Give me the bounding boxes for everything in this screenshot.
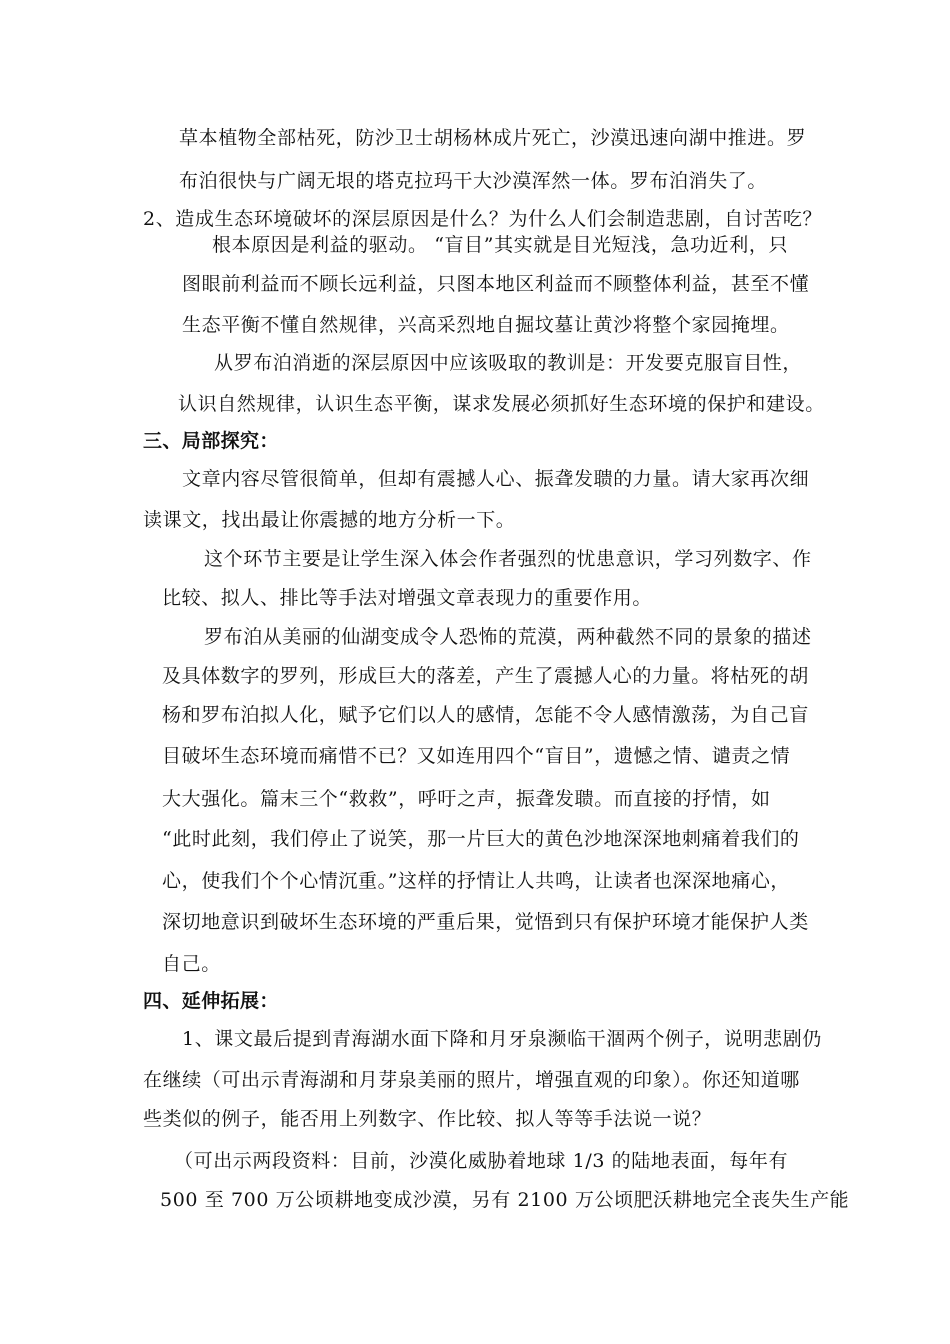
body-line: 文章内容尽管很简单，但却有震撼人心、振聋发聩的力量。请大家再次细 xyxy=(182,468,810,490)
answer-line: 生态平衡不懂自然规律，兴高采烈地自掘坟墓让黄沙将整个家园掩埋。 xyxy=(182,314,790,336)
body-line: “此时此刻，我们停止了说笑，那一片巨大的黄色沙地深深地刺痛着我们的 xyxy=(162,828,800,850)
body-line: 500 至 700 万公顷耕地变成沙漠，另有 2100 万公顷肥沃耕地完全丧失生产能 xyxy=(160,1189,850,1211)
body-line: 比较、拟人、排比等手法对增强文章表现力的重要作用。 xyxy=(162,587,653,609)
body-line: 布泊很快与广阔无垠的塔克拉玛干大沙漠浑然一体。罗布泊消失了。 xyxy=(179,170,768,192)
body-line: （可出示两段资料：目前，沙漠化威胁着地球 1/3 的陆地表面，每年有 xyxy=(174,1150,789,1172)
body-line: 目破坏生态环境而痛惜不已？又如连用四个“盲目”，遗憾之情、谴责之情 xyxy=(162,745,791,767)
body-line: 心，使我们个个心情沉重。”这样的抒情让人共鸣，让读者也深深地痛心， xyxy=(162,870,791,892)
section-heading: 四、延伸拓展： xyxy=(143,990,279,1012)
body-line: 读课文，找出最让你震撼的地方分析一下。 xyxy=(143,509,516,531)
body-line: 自己。 xyxy=(162,953,221,975)
question-title: 2、造成生态环境破坏的深层原因是什么？为什么人们会制造悲剧，自讨苦吃？ xyxy=(143,208,823,230)
body-line: 及具体数字的罗列，形成巨大的落差，产生了震撼人心的力量。将枯死的胡 xyxy=(162,665,809,687)
lesson-line: 认识自然规律，认识生态平衡，谋求发展必须抓好生态环境的保护和建设。 xyxy=(178,393,825,415)
body-line: 1、课文最后提到青海湖水面下降和月牙泉濒临干涸两个例子，说明悲剧仍 xyxy=(182,1028,822,1050)
lesson-line: 从罗布泊消逝的深层原因中应该吸取的教训是：开发要克服盲目性， xyxy=(214,352,803,374)
body-line: 大大强化。篇末三个“救救”，呼吁之声，振聋发聩。而直接的抒情，如 xyxy=(162,788,771,810)
body-line: 这个环节主要是让学生深入体会作者强烈的忧患意识，学习列数字、作 xyxy=(204,548,812,570)
section-heading: 三、局部探究： xyxy=(143,430,279,452)
body-line: 深切地意识到破坏生态环境的严重后果，觉悟到只有保护环境才能保护人类 xyxy=(162,911,809,933)
body-line: 在继续（可出示青海湖和月芽泉美丽的照片，增强直观的印象）。你还知道哪 xyxy=(143,1069,800,1091)
answer-line: 根本原因是利益的驱动。 “盲目”其实就是目光短浅，急功近利，只 xyxy=(212,234,789,256)
body-line: 些类似的例子，能否用上列数字、作比较、拟人等等手法说一说？ xyxy=(143,1108,712,1130)
body-line: 草本植物全部枯死，防沙卫士胡杨林成片死亡，沙漠迅速向湖中推进。罗 xyxy=(179,127,807,149)
body-line: 罗布泊从美丽的仙湖变成令人恐怖的荒漠，两种截然不同的景象的描述 xyxy=(204,626,812,648)
answer-line: 图眼前利益而不顾长远利益，只图本地区利益而不顾整体利益，甚至不懂 xyxy=(182,273,810,295)
body-line: 杨和罗布泊拟人化，赋予它们以人的感情，怎能不令人感情激荡，为自己盲 xyxy=(162,704,809,726)
